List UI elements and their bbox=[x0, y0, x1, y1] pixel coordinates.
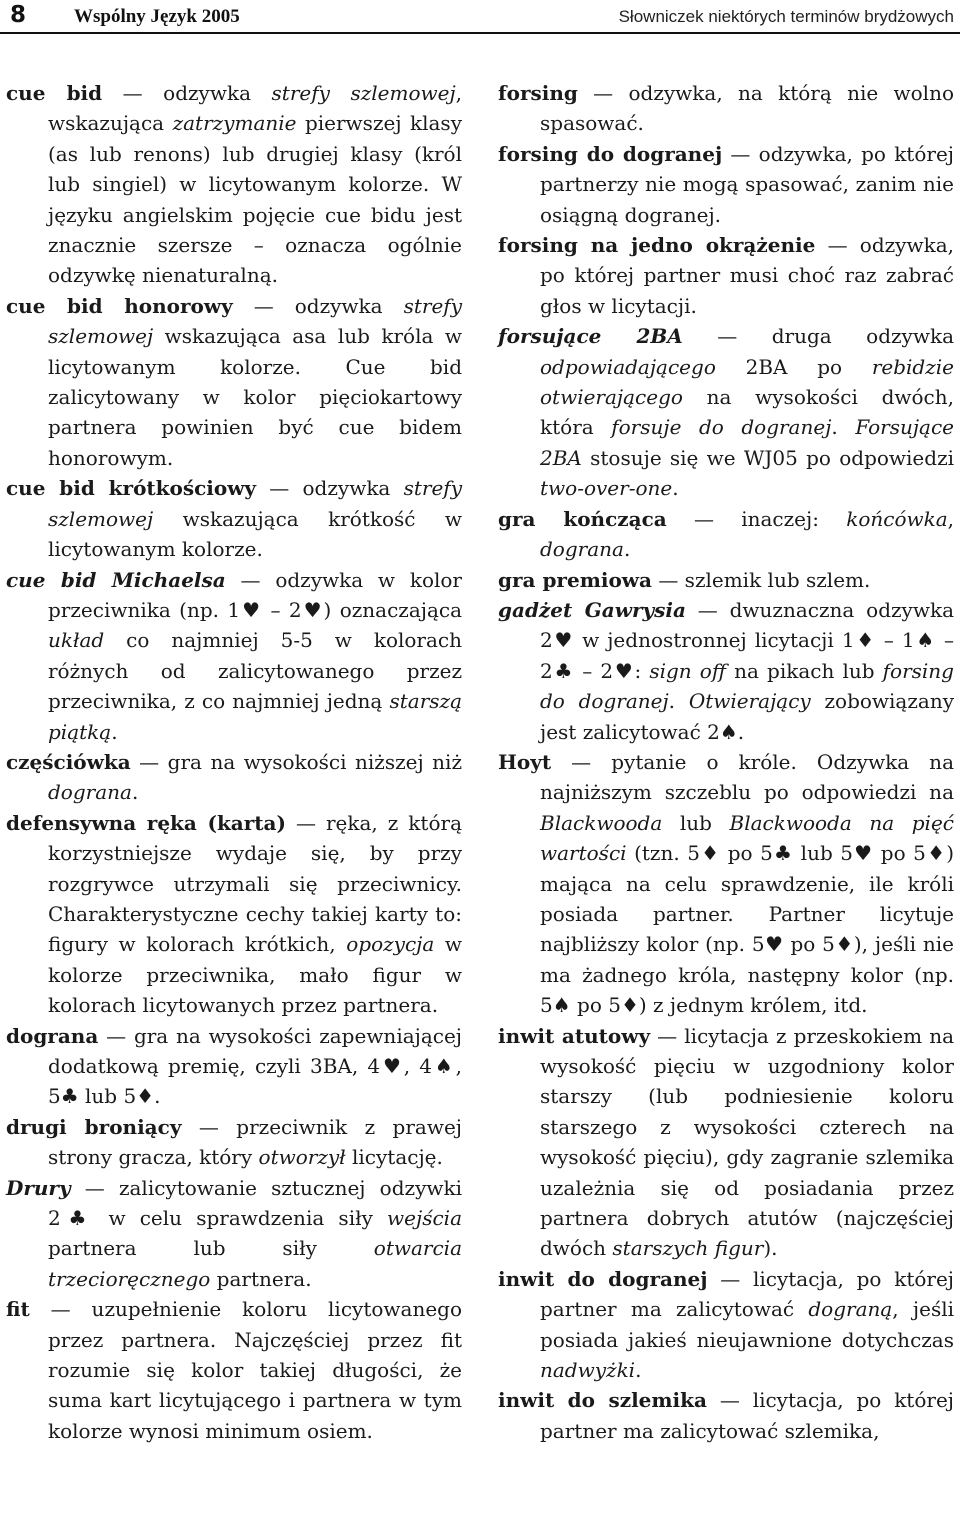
cross-reference: strefy szlemowej bbox=[48, 293, 462, 349]
glossary-term: cue bid krótkościowy bbox=[6, 476, 257, 501]
cross-reference: Blackwooda bbox=[540, 810, 663, 835]
glossary-entry bbox=[6, 1021, 462, 1112]
glossary-entry bbox=[498, 139, 954, 230]
definition-text: — odzywka w kolor przeciwnika (np. 1♥ – 2♥) oznaczająca bbox=[48, 567, 462, 622]
definition-text: — licytacja z przeskokiem na wysokość pięciu w uzgodniony kolor starszy (lub podniesienie koloru starszego z wysokości czterech na wysokość pięciu), gdy zagranie szlemika uzależnia się od posiadania przez partnera dobrych atutów (najczęściej dwóch bbox=[540, 1023, 954, 1261]
cross-reference: forsuje do dogranej bbox=[611, 415, 832, 440]
glossary-term: forsing na jedno okrążenie bbox=[498, 233, 816, 258]
glossary-term: inwit do dogranej bbox=[498, 1266, 708, 1291]
definition-text: — odzywka bbox=[256, 476, 404, 501]
cross-reference: zatrzymanie bbox=[172, 111, 297, 136]
glossary-right-column bbox=[498, 78, 954, 1446]
definition-text: pierwszej klasy (as lub renons) lub drugiej klasy (król lub singiel) w licytowanym kolorze. W języku angielskim pojęcie cue bidu jest znacznie szersze – oznacza ogólnie odzywkę nienaturalną. bbox=[48, 111, 462, 288]
glossary-entry bbox=[6, 1294, 462, 1446]
definition-text: — uzupełnienie koloru licytowanego przez partnera. Najczęściej przez fit rozumie się kolor takiej długości, że suma kart licytującego i partnera w tym kolorze wynosi minimum osiem. bbox=[29, 1297, 462, 1443]
cross-reference: Otwierający bbox=[688, 689, 811, 714]
glossary-columns bbox=[6, 78, 954, 1446]
definition-text: , bbox=[947, 506, 955, 531]
definition-text: . bbox=[672, 476, 679, 501]
cross-reference: Forsujące 2BA bbox=[540, 415, 955, 470]
definition-text: — dwuznaczna odzywka 2♥ w jednostronnej licytacji 1♦ – 1♠ – 2♣ – 2♥: bbox=[540, 597, 954, 683]
cross-reference: strefy szlemowej bbox=[48, 476, 462, 531]
definition-text: — ręka, z którą korzystniejsze wydaje się, by przy rozgrywce utrzymali się przeciwnicy. Charakterystyczne cechy takiej karty to: figury w kolorach krótkich, bbox=[48, 810, 462, 957]
definition-text: . bbox=[668, 689, 689, 714]
cross-reference: wejścia bbox=[387, 1206, 462, 1231]
definition-text: — druga odzywka bbox=[682, 324, 954, 349]
glossary-term: gra premiowa bbox=[498, 567, 652, 592]
definition-text: , wskazująca bbox=[48, 81, 462, 136]
glossary-term: gra kończąca bbox=[498, 506, 667, 531]
definition-text: — odzywka, po której partnerzy nie mogą spasować, zanim nie osiągną dogranej. bbox=[540, 141, 954, 227]
glossary-entry bbox=[498, 504, 954, 565]
definition-text: . bbox=[635, 1358, 642, 1383]
cross-reference: sign off bbox=[649, 658, 727, 683]
glossary-term: forsing do dogranej bbox=[498, 141, 723, 166]
glossary-term: Hoyt bbox=[498, 749, 552, 774]
cross-reference: forsing do dogranej bbox=[540, 658, 954, 714]
definition-text: — szlemik lub szlem. bbox=[651, 567, 871, 592]
cross-reference: dograna bbox=[540, 537, 624, 562]
glossary-entry bbox=[6, 1173, 462, 1295]
glossary-entry bbox=[498, 321, 954, 503]
definition-text: — licytacja, po której partner ma zalicytować bbox=[540, 1266, 954, 1322]
cross-reference: two-over-one bbox=[540, 476, 673, 501]
definition-text: partnera. bbox=[210, 1266, 312, 1291]
glossary-term: fit bbox=[6, 1297, 30, 1322]
cross-reference: układ bbox=[48, 628, 105, 653]
definition-text: na pikach lub bbox=[726, 658, 883, 683]
definition-text: . bbox=[131, 780, 139, 805]
definition-text: — przeciwnik z prawej strony gracza, który bbox=[48, 1114, 462, 1170]
definition-text: 2BA po bbox=[715, 354, 872, 379]
glossary-term: gadżet Gawrysia bbox=[498, 597, 686, 622]
glossary-term: cue bid honorowy bbox=[6, 293, 233, 318]
definition-text: partnera lub siły bbox=[48, 1236, 374, 1261]
cross-reference: odpowiadającego bbox=[540, 354, 716, 379]
definition-text: — inaczej: bbox=[666, 506, 847, 531]
glossary-entry bbox=[498, 230, 954, 321]
glossary-entry bbox=[6, 291, 462, 473]
publication-title: Wspólny Język 2005 bbox=[74, 6, 240, 27]
header-rule bbox=[0, 32, 960, 34]
glossary-entry bbox=[6, 747, 462, 808]
definition-text: — gra na wysokości niższej niż bbox=[130, 749, 462, 774]
definition-text: , jeśli posiada jakieś nieujawnione dotychczas bbox=[540, 1297, 955, 1352]
definition-text: co najmniej 5-5 w kolorach różnych od zalicytowanego przez przeciwnika, z co najmniej jedną bbox=[48, 628, 462, 714]
glossary-entry bbox=[6, 808, 462, 1021]
glossary-entry bbox=[498, 1021, 954, 1264]
definition-text: ). bbox=[763, 1236, 778, 1261]
glossary-entry bbox=[6, 565, 462, 747]
glossary-term: forsing bbox=[498, 81, 578, 105]
definition-text: — odzywka bbox=[102, 81, 272, 105]
definition-text: zobowiązany jest zalicytować 2♠. bbox=[540, 689, 954, 744]
glossary-entry bbox=[6, 473, 462, 564]
glossary-entry bbox=[498, 1385, 954, 1446]
cross-reference: starszych figur bbox=[612, 1236, 764, 1261]
glossary-term: częściówka bbox=[6, 749, 131, 774]
definition-text: . bbox=[111, 719, 118, 744]
cross-reference: rebidzie otwierającego bbox=[540, 354, 954, 410]
definition-text: licytację. bbox=[345, 1145, 443, 1170]
glossary-term: cue bid bbox=[6, 81, 103, 105]
glossary-term: inwit do szlemika bbox=[498, 1388, 707, 1413]
glossary-entry bbox=[498, 78, 954, 139]
glossary-entry bbox=[6, 78, 462, 291]
glossary-term: Drury bbox=[6, 1175, 71, 1200]
cross-reference: otwarcia trzecioręcznego bbox=[48, 1236, 462, 1291]
cross-reference: końcówka bbox=[846, 506, 948, 531]
glossary-term: cue bid Michaelsa bbox=[6, 567, 226, 592]
definition-text: — pytanie o króle. Odzywka na najniższym szczeblu po odpowiedzi na bbox=[540, 749, 954, 805]
glossary-term: forsujące 2BA bbox=[498, 324, 683, 349]
definition-text: w kolorze przeciwnika, mało figur w kolorach licytowanych przez partnera. bbox=[48, 932, 462, 1018]
glossary-term: inwit atutowy bbox=[498, 1023, 651, 1048]
definition-text: — odzywka bbox=[232, 293, 404, 318]
definition-text: . bbox=[831, 415, 856, 440]
glossary-term: defensywna ręka (karta) bbox=[6, 810, 286, 835]
definition-text: na wysokości dwóch, która bbox=[540, 385, 954, 440]
definition-text: lub bbox=[662, 810, 730, 835]
definition-text: . bbox=[623, 537, 631, 562]
glossary-term: drugi broniący bbox=[6, 1114, 182, 1139]
cross-reference: Blackwooda na pięć wartości bbox=[540, 810, 954, 866]
glossary-entry bbox=[498, 595, 954, 747]
cross-reference: dograną bbox=[808, 1297, 893, 1322]
cross-reference: strefy szlemowej bbox=[271, 81, 456, 105]
glossary-entry bbox=[498, 565, 954, 595]
cross-reference: nadwyżki bbox=[540, 1358, 636, 1383]
definition-text: (tzn. 5♦ po 5♣ lub 5♥ po 5♦) mająca na celu sprawdzenie, ile króli posiada partner. Partner licytuje najbliższy kolor (np. 5♥ po 5♦), jeśli nie ma żadnego króla, następny kolor (np. 5♠ po 5♦) z jednym królem, itd. bbox=[540, 841, 954, 1018]
definition-text: — gra na wysokości zapewniającej dodatkową premię, czyli 3BA, 4♥, 4♠, 5♣ lub 5♦. bbox=[48, 1023, 462, 1109]
cross-reference: otworzył bbox=[258, 1145, 346, 1170]
page-header bbox=[0, 0, 960, 36]
glossary-entry bbox=[498, 1264, 954, 1386]
definition-text: stosuje się we WJ05 po odpowiedzi bbox=[581, 445, 954, 470]
cross-reference: starszą piątką bbox=[48, 689, 462, 744]
definition-text: — odzywka, po której partner musi choć raz zabrać głos w licytacji. bbox=[540, 233, 955, 318]
definition-text: — zalicytowanie sztucznej odzywki 2♣ w celu sprawdzenia siły bbox=[48, 1175, 462, 1231]
page-number: 8 bbox=[10, 2, 27, 28]
cross-reference: opozycja bbox=[346, 932, 435, 957]
glossary-term: dograna bbox=[6, 1023, 99, 1048]
definition-text: — licytacja, po której partner ma zalicytować szlemika, bbox=[540, 1388, 954, 1443]
definition-text: wskazująca asa lub króla w licytowanym kolorze. Cue bid zalicytowany w kolor pięciokartowy partnera powinien być cue bidem honorowym. bbox=[48, 324, 462, 470]
definition-text: — odzywka, na którą nie wolno spasować. bbox=[540, 81, 954, 136]
section-title: Słowniczek niektórych terminów brydżowych bbox=[618, 7, 954, 26]
cross-reference: dograna bbox=[48, 780, 132, 805]
glossary-entry bbox=[498, 747, 954, 1021]
definition-text: wskazująca krótkość w licytowanym kolorze. bbox=[48, 506, 462, 562]
glossary-left-column bbox=[6, 78, 462, 1446]
glossary-entry bbox=[6, 1112, 462, 1173]
